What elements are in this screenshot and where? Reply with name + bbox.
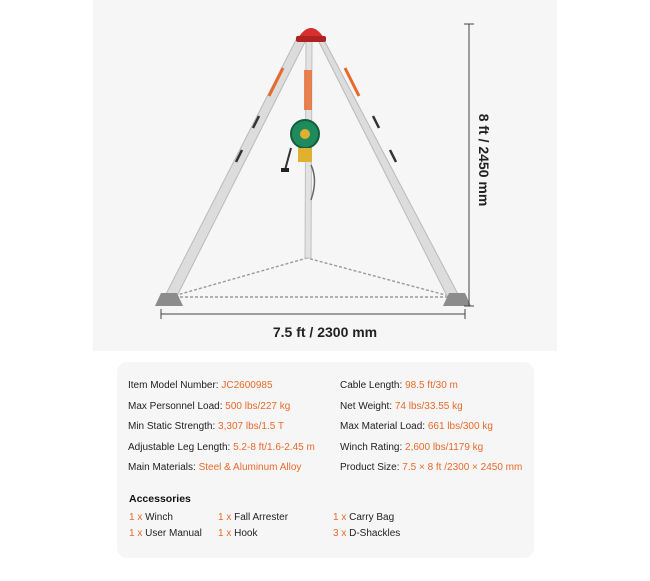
accessory-carry-bag: 1 x Carry Bag bbox=[333, 512, 395, 523]
spec-max-personnel-load: Max Personnel Load: 500 lbs/227 kg bbox=[128, 400, 291, 412]
spec-main-materials: Main Materials: Steel & Aluminum Alloy bbox=[128, 462, 302, 473]
specs-column-left bbox=[128, 380, 315, 483]
spec-winch-rating: Winch Rating: 2,600 lbs/1179 kg bbox=[340, 441, 484, 453]
tripod-leg-right bbox=[316, 36, 459, 296]
tripod-head bbox=[296, 28, 326, 42]
spec-product-size: Product Size: 7.5 × 8 ft /2300 × 2450 mm bbox=[340, 462, 523, 473]
accessory-fall-arrester: 1 x Fall Arrester bbox=[218, 512, 289, 523]
height-dimension-line bbox=[464, 24, 474, 306]
chain-base bbox=[170, 258, 453, 297]
spec-max-material-load: Max Material Load: 661 lbs/300 kg bbox=[340, 421, 493, 432]
tripod-leg-left bbox=[165, 36, 306, 296]
specs-column-right bbox=[340, 380, 522, 483]
winch bbox=[281, 120, 319, 200]
height-dimension-label: 8 ft / 2450 mm bbox=[476, 113, 492, 207]
spec-model-number: Item Model Number: JC2600985 bbox=[128, 380, 273, 391]
spec-net-weight: Net Weight: 74 lbs/33.55 kg bbox=[340, 400, 463, 412]
width-dimension-label: 7.5 ft / 2300 mm bbox=[272, 324, 378, 340]
spec-cable-length: Cable Length: 98.5 ft/30 m bbox=[340, 380, 458, 391]
accessory-hook: 1 x Hook bbox=[218, 528, 258, 539]
specifications-card bbox=[117, 362, 534, 558]
accessory-winch: 1 x Winch bbox=[129, 512, 173, 523]
width-dimension-line bbox=[161, 309, 465, 319]
spec-min-static-strength: Min Static Strength: 3,307 lbs/1.5 T bbox=[128, 421, 285, 432]
accessory-d-shackles: 3 x D-Shackles bbox=[333, 528, 401, 539]
accessories-heading: Accessories bbox=[129, 493, 191, 505]
spec-adjustable-leg-length: Adjustable Leg Length: 5.2-8 ft/1.6-2.45 m bbox=[128, 441, 315, 453]
foot-left bbox=[155, 293, 183, 306]
accessory-user-manual: 1 x User Manual bbox=[129, 528, 202, 539]
